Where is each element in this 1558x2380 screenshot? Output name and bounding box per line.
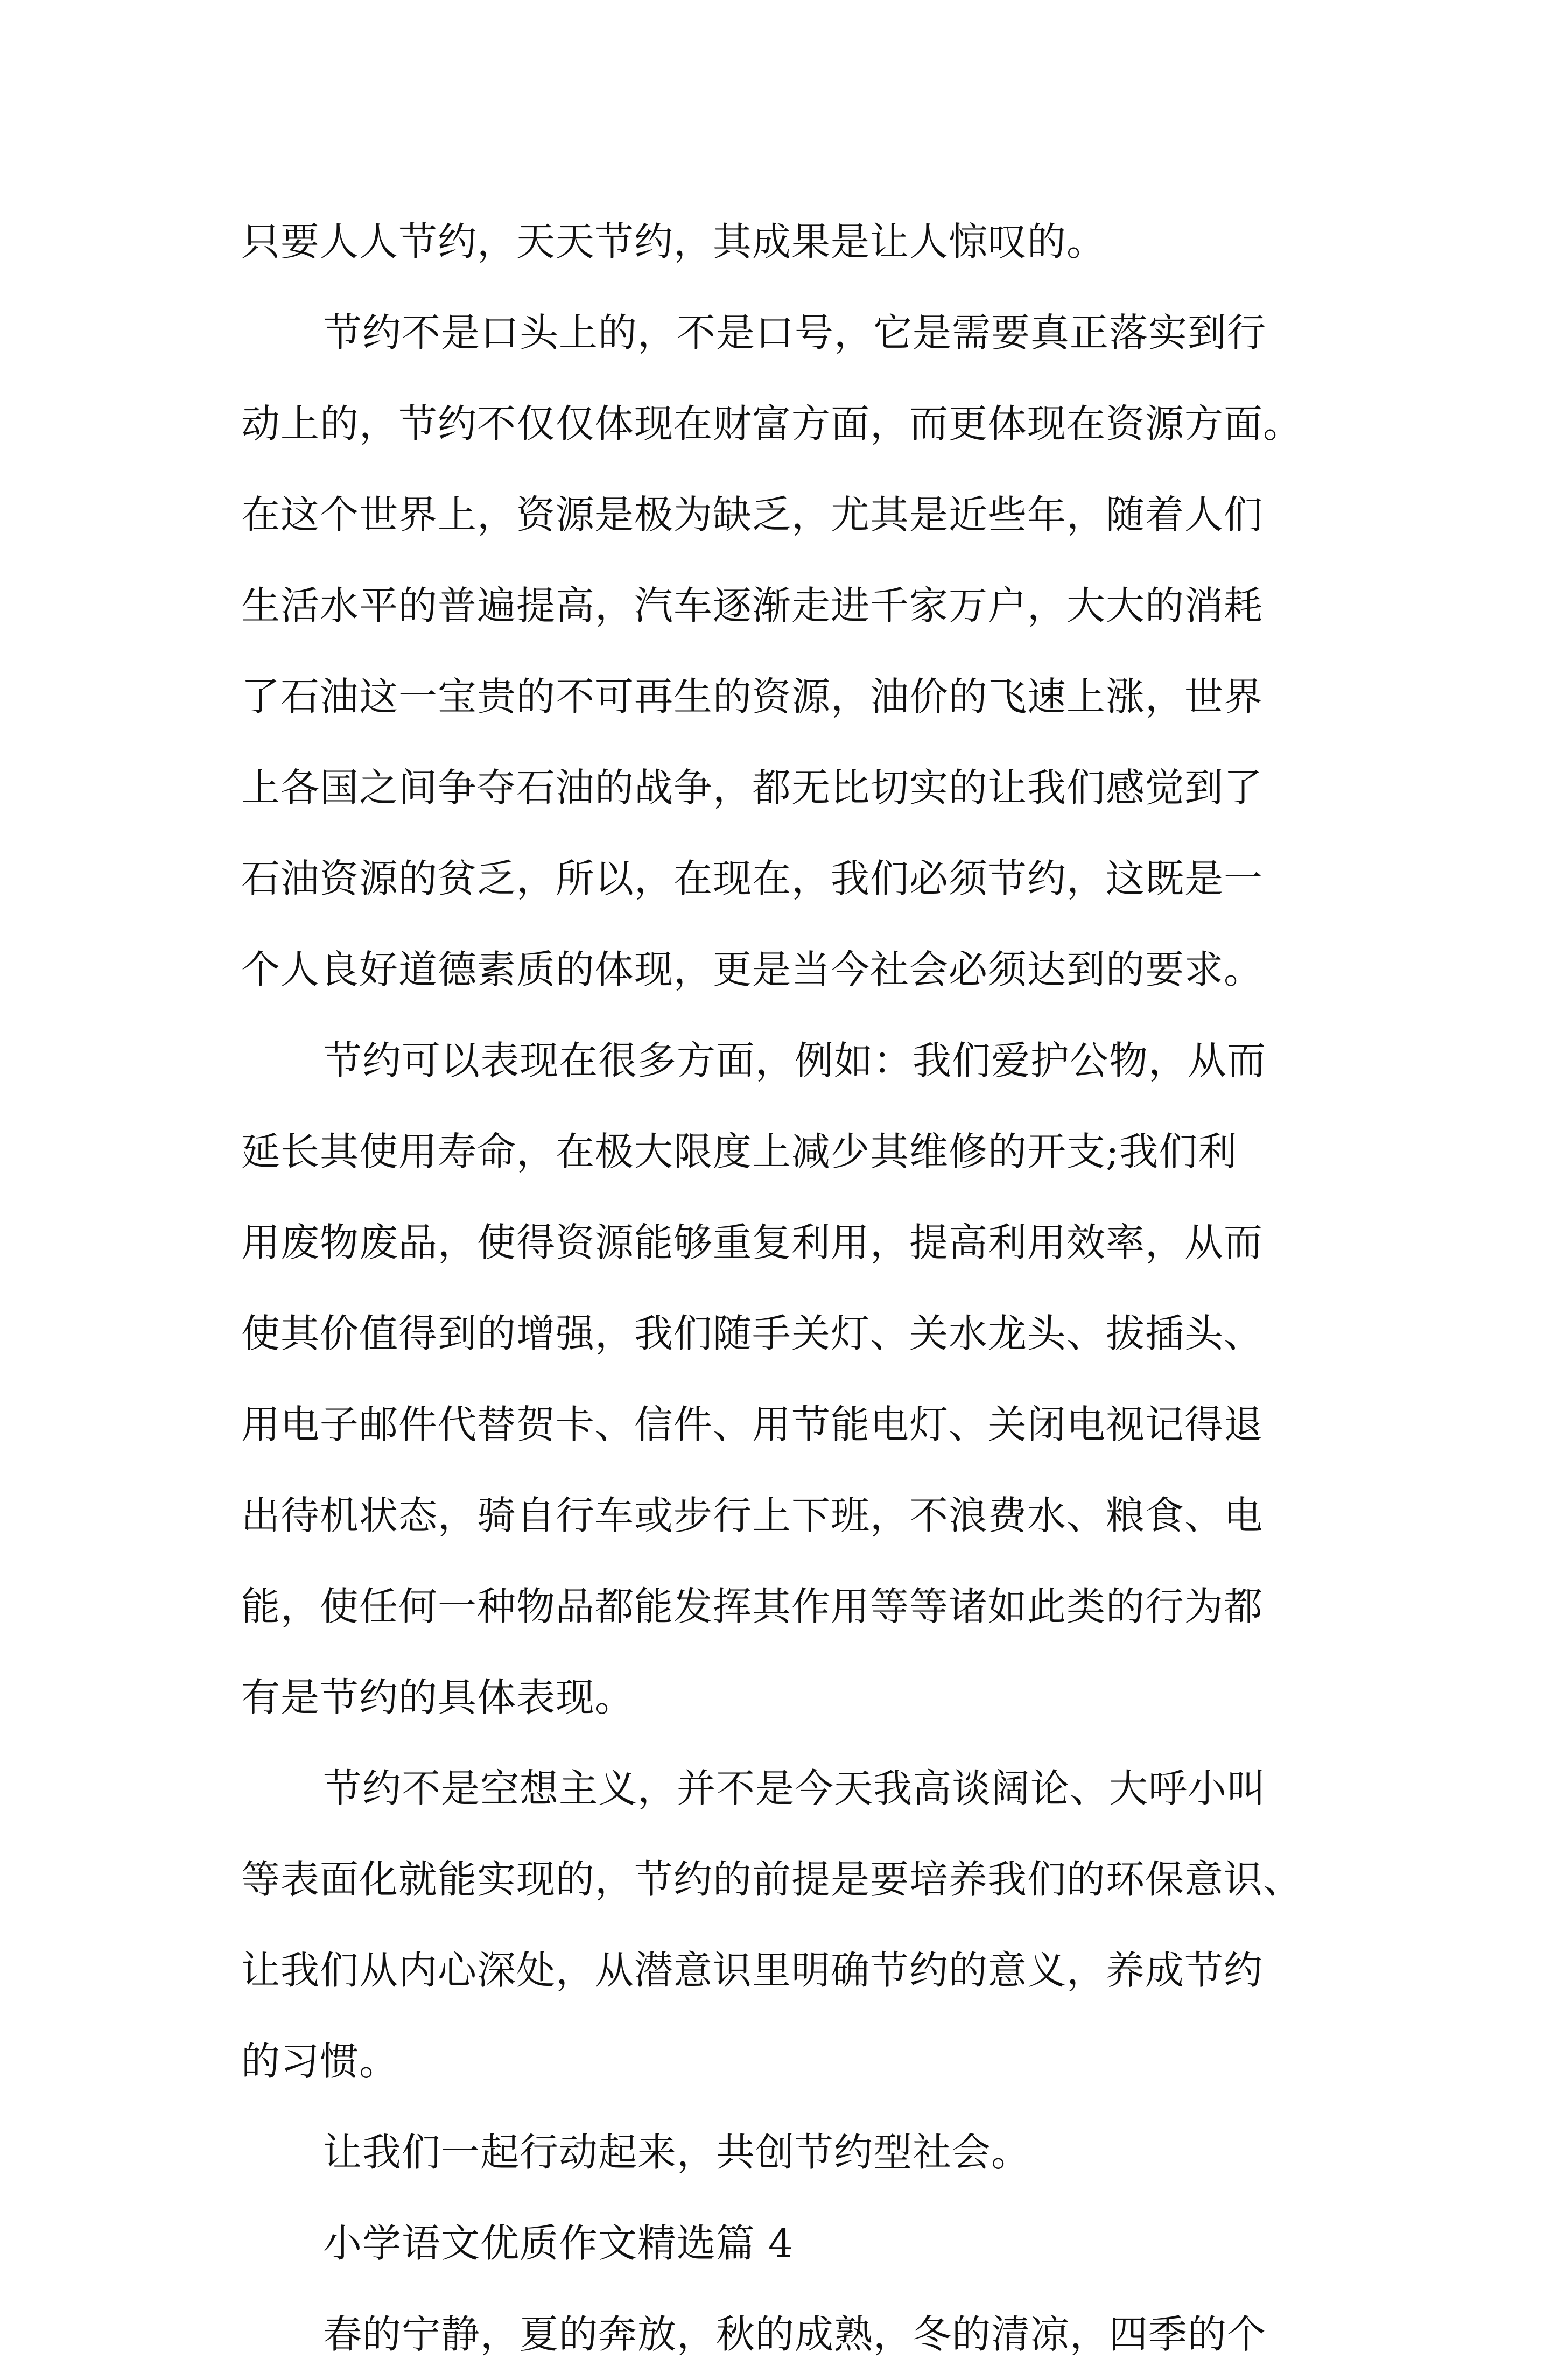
text-line: 了石油这一宝贵的不可再生的资源，油价的飞速上涨，世界 (241, 674, 1264, 719)
paragraph-first-line: 节约不是空想主义，并不是今天我高谈阔论、大呼小叫 (323, 1766, 1267, 1811)
text-line: 石油资源的贫乏，所以，在现在，我们必须节约，这既是一 (241, 856, 1264, 901)
section-heading: 小学语文优质作文精选篇 4 (323, 2221, 794, 2266)
text-line: 在这个世界上，资源是极为缺乏，尤其是近些年，随着人们 (241, 492, 1264, 537)
paragraph-first-line: 春的宁静，夏的奔放，秋的成熟，冬的清凉，四季的个 (323, 2312, 1267, 2357)
text-line: 用废物废品，使得资源能够重复利用，提高利用效率，从而 (241, 1220, 1264, 1265)
text-line: 上各国之间争夺石油的战争，都无比切实的让我们感觉到了 (241, 765, 1264, 810)
text-line: 个人良好道德素质的体现，更是当今社会必须达到的要求。 (241, 947, 1264, 992)
text-line: 让我们从内心深处，从潜意识里明确节约的意义，养成节约 (241, 1948, 1264, 1993)
text-line: 只要人人节约，天天节约，其成果是让人惊叹的。 (241, 219, 1106, 264)
paragraph-first-line: 节约不是口头上的，不是口号，它是需要真正落实到行 (323, 310, 1267, 355)
text-line: 动上的，节约不仅仅体现在财富方面，而更体现在资源方面。 (241, 401, 1303, 446)
text-line: 有是节约的具体表现。 (241, 1675, 635, 1720)
text-line: 能，使任何一种物品都能发挥其作用等等诸如此类的行为都 (241, 1584, 1264, 1629)
paragraph-first-line: 节约可以表现在很多方面，例如：我们爱护公物，从而 (323, 1038, 1267, 1083)
text-line: 使其价值得到的增强，我们随手关灯、关水龙头、拔插头、 (241, 1311, 1264, 1356)
document-body (241, 196, 1372, 2380)
text-line: 延长其使用寿命，在极大限度上减少其维修的开支;我们利 (241, 1129, 1238, 1174)
paragraph-first-line: 让我们一起行动起来，共创节约型社会。 (323, 2130, 1031, 2175)
text-line: 等表面化就能实现的，节约的前提是要培养我们的环保意识、 (241, 1857, 1303, 1902)
text-line: 生活水平的普遍提高，汽车逐渐走进千家万户，大大的消耗 (241, 583, 1264, 628)
text-line: 出待机状态，骑自行车或步行上下班，不浪费水、粮食、电 (241, 1493, 1264, 1538)
text-line: 用电子邮件代替贺卡、信件、用节能电灯、关闭电视记得退 (241, 1402, 1264, 1447)
text-line: 的习惯。 (241, 2039, 399, 2084)
